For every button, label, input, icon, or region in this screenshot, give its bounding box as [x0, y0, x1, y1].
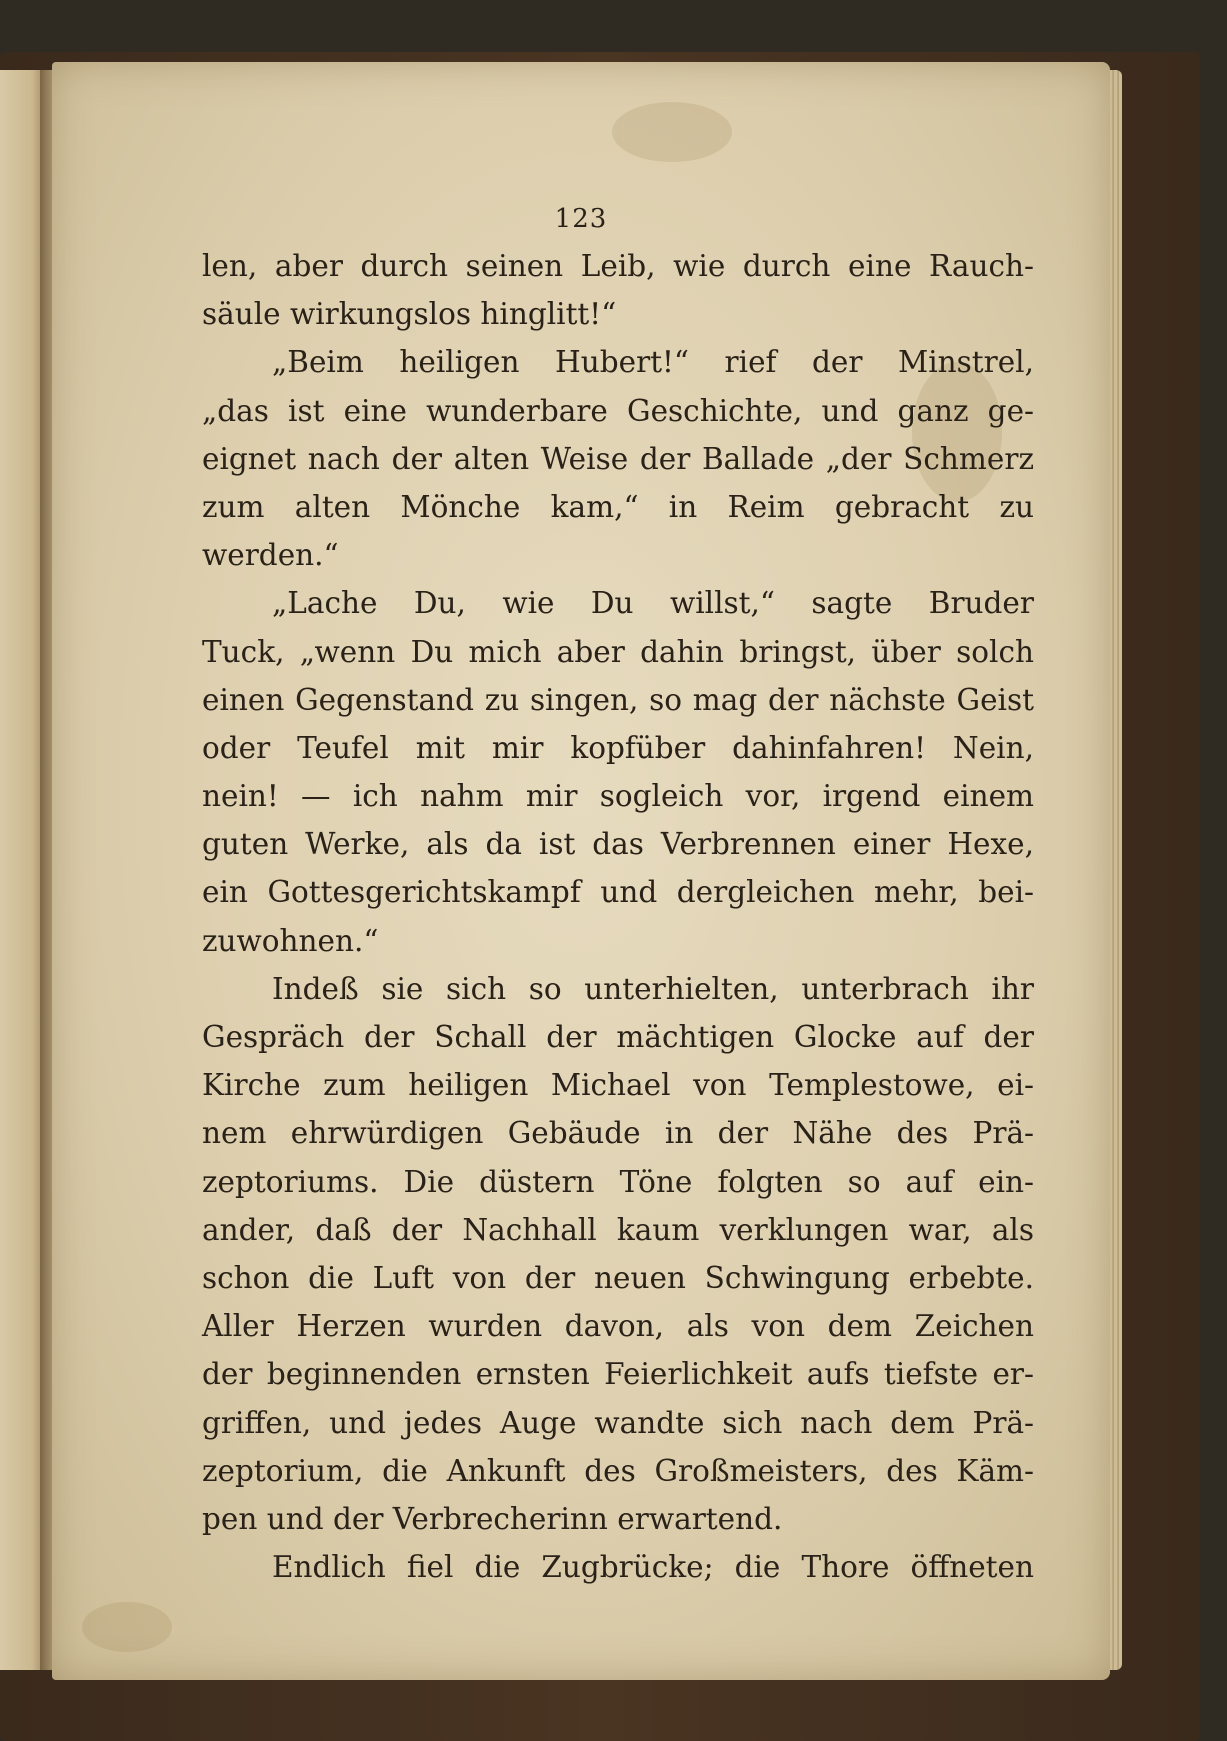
text-line: Endlich fiel die Zugbrücke; die Thore öffneten	[272, 1550, 1034, 1585]
text-line: nein! — ich nahm mir sogleich vor, irgend einem	[202, 779, 1034, 814]
text-line: Gespräch der Schall der mächtigen Glocke auf der	[202, 1020, 1034, 1054]
text-line: „Beim heiligen Hubert!“ rief der Minstrel,	[272, 345, 1034, 380]
book-page	[52, 62, 1110, 1680]
text-line: eignet nach der alten Weise der Ballade „der Schmerz	[202, 441, 1034, 476]
text-line: ander, daß der Nachhall kaum verklungen war, als	[202, 1212, 1034, 1247]
text-line: zeptoriums. Die düstern Töne folgten so auf ein-	[202, 1164, 1034, 1199]
text-line: Indeß sie sich so unterhielten, unterbrach ihr	[272, 971, 1034, 1006]
text-line: einen Gegenstand zu singen, so mag der nächste Geist	[202, 682, 1034, 717]
text-line: Kirche zum heiligen Michael von Templestowe, ei-	[202, 1068, 1034, 1103]
text-line: pen und der Verbrecherinn erwartend.	[202, 1501, 783, 1536]
page-number: 123	[554, 204, 608, 234]
text-line: ein Gottesgerichtskampf und dergleichen mehr, bei-	[202, 875, 1034, 910]
body-text	[202, 242, 1034, 1591]
text-line: „das ist eine wunderbare Geschichte, und ganz ge-	[202, 393, 1034, 428]
text-line: Tuck, „wenn Du mich aber dahin bringst, über solch	[202, 634, 1034, 669]
text-line: oder Teufel mit mir kopfüber dahinfahren! Nein,	[202, 730, 1034, 765]
text-line: len, aber durch seinen Leib, wie durch eine Rauch-	[202, 249, 1034, 283]
text-line: zeptorium, die Ankunft des Großmeisters, des Käm-	[202, 1453, 1034, 1488]
text-line: schon die Luft von der neuen Schwingung erbebte.	[202, 1260, 1034, 1295]
paper-stain	[82, 1602, 172, 1652]
text-line: Aller Herzen wurden davon, als von dem Zeichen	[202, 1309, 1034, 1344]
text-line: der beginnenden ernsten Feierlichkeit aufs tiefste er-	[202, 1357, 1034, 1392]
text-line: säule wirkungslos hinglitt!“	[202, 297, 617, 332]
text-line: werden.“	[202, 538, 339, 573]
text-line: zum alten Mönche kam,“ in Reim gebracht zu	[202, 489, 1034, 524]
text-line: nem ehrwürdigen Gebäude in der Nähe des Prä-	[202, 1116, 1034, 1151]
paper-stain	[612, 102, 732, 162]
text-line: zuwohnen.“	[202, 923, 379, 958]
text-line: guten Werke, als da ist das Verbrennen einer Hexe,	[202, 827, 1034, 862]
text-line: griffen, und jedes Auge wandte sich nach dem Prä-	[202, 1405, 1034, 1440]
text-line: „Lache Du, wie Du willst,“ sagte Bruder	[272, 586, 1034, 621]
